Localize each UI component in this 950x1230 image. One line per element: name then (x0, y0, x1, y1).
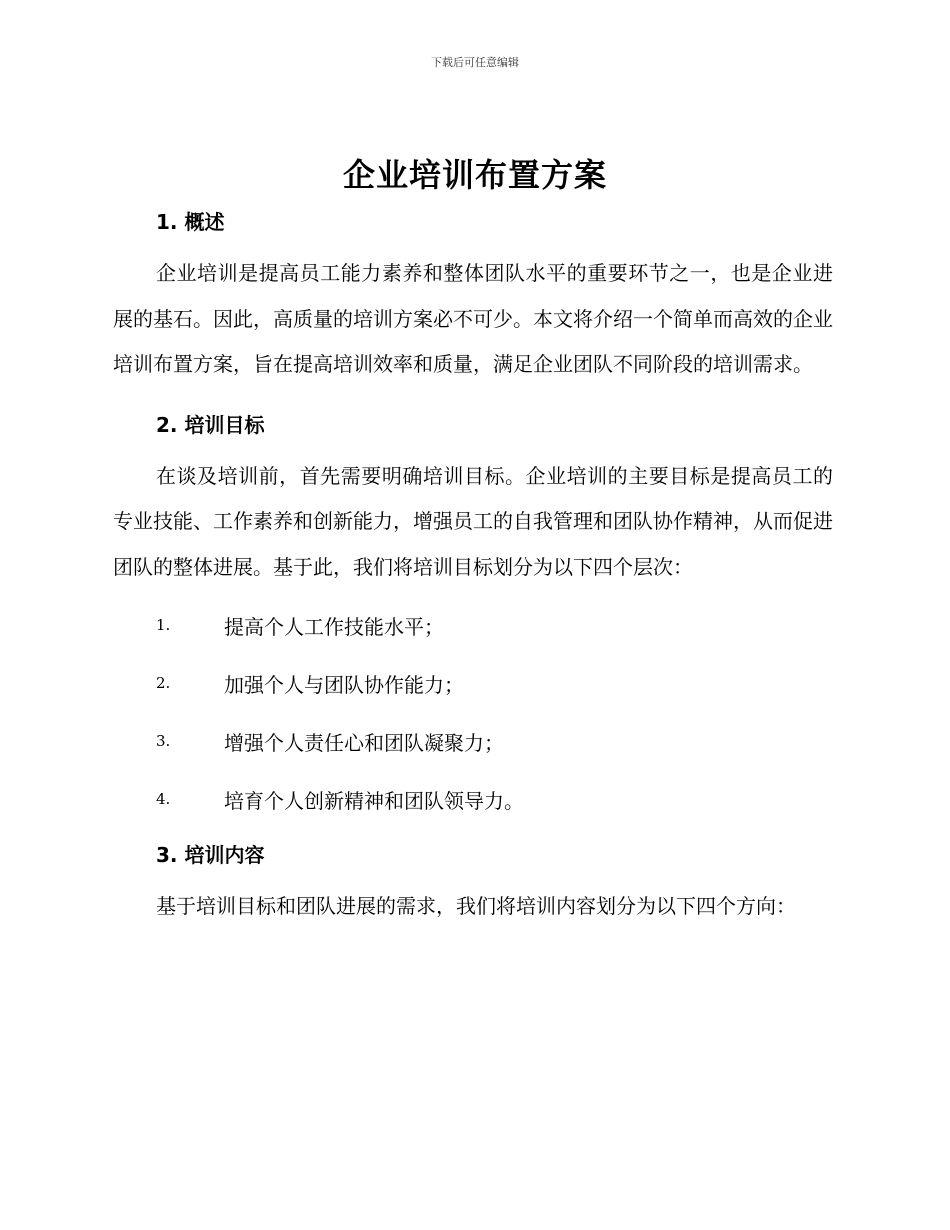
section-heading-overview: 1. 概述 (156, 210, 225, 234)
section-paragraph-overview: 企业培训是提高员工能力素养和整体团队水平的重要环节之一，也是企业进展的基石。因此，高质量的培训方案必不可少。本文将介绍一个简单而高效的企业培训布置方案，旨在提高培训效率和质量，满足企业团队不同阶段的培训需求。 (113, 261, 833, 376)
header-note: 下载后可任意编辑 (431, 56, 519, 69)
list-item-number: 2. (156, 674, 171, 692)
list-item (113, 654, 833, 712)
list-item-text: 提高个人工作技能水平； (224, 614, 444, 639)
list-item-number: 1. (156, 616, 171, 634)
section-paragraph-content: 基于培训目标和团队进展的需求，我们将培训内容划分为以下四个方向： (156, 894, 796, 918)
document-body (113, 205, 833, 930)
list-item-text: 增强个人责任心和团队凝聚力； (224, 730, 504, 755)
list-item-number: 4. (156, 790, 171, 808)
list-item-text: 培育个人创新精神和团队领导力。 (224, 788, 524, 813)
list-item (113, 596, 833, 654)
section-heading-goals: 2. 培训目标 (156, 412, 265, 437)
list-item (113, 712, 833, 770)
document-title: 企业培训布置方案 (342, 156, 607, 194)
list-item-text: 加强个人与团队协作能力； (224, 672, 464, 697)
section-heading-content: 3. 培训内容 (156, 843, 265, 867)
list-item (113, 770, 833, 828)
list-item-number: 3. (156, 732, 171, 750)
goals-list (113, 596, 833, 828)
section-paragraph-goals: 在谈及培训前，首先需要明确培训目标。企业培训的主要目标是提高员工的专业技能、工作素养和创新能力，增强员工的自我管理和团队协作精神，从而促进团队的整体进展。基于此，我们将培训目标划分为以下四个层次： (113, 463, 833, 579)
